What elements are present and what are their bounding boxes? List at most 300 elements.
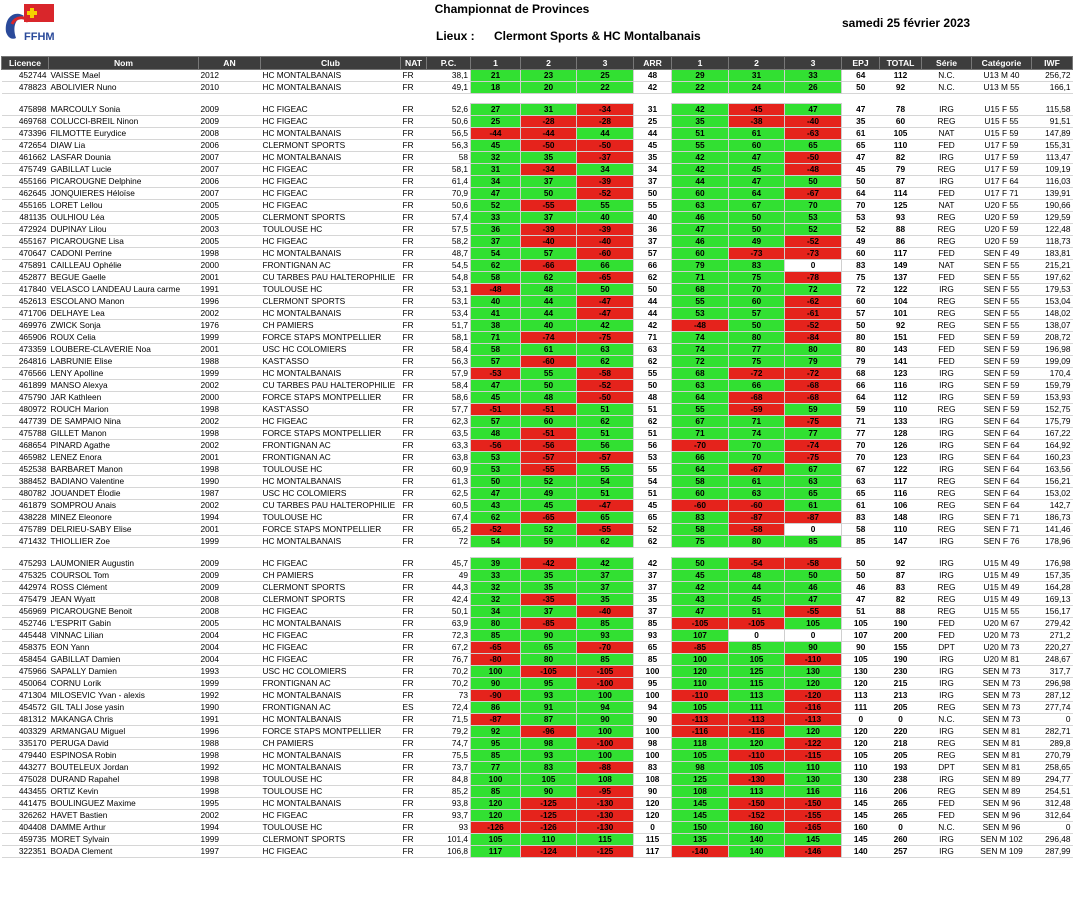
cell-snatch-1: 100 — [471, 666, 521, 678]
cell-series: REG — [922, 500, 972, 512]
cell-licence: 417840 — [2, 284, 49, 296]
table-row — [2, 678, 1073, 690]
cell-snatch-1: -87 — [471, 714, 521, 726]
table-row — [2, 846, 1073, 858]
cell-club: TOULOUSE HC — [261, 774, 401, 786]
cell-year: 1997 — [199, 846, 261, 858]
table-row — [2, 236, 1073, 248]
cell-name: DIAW Lia — [49, 140, 199, 152]
cell-cj-3: -150 — [785, 798, 842, 810]
cell-year: 2004 — [199, 654, 261, 666]
cell-licence: 458375 — [2, 642, 49, 654]
cell-cj-2: -105 — [729, 618, 785, 630]
cell-licence: 475790 — [2, 392, 49, 404]
cell-snatch-2: -125 — [521, 810, 577, 822]
cell-year: 2002 — [199, 810, 261, 822]
cell-snatch-1: 77 — [471, 762, 521, 774]
cell-cj-3: 63 — [785, 476, 842, 488]
cell-name: ARMANGAU Miguel — [49, 726, 199, 738]
cell-licence: 479440 — [2, 750, 49, 762]
cell-iwf: 170,4 — [1032, 368, 1073, 380]
cell-cj-2: -59 — [729, 404, 785, 416]
cell-snatch-3: 55 — [577, 464, 634, 476]
cell-snatch-3: 22 — [577, 82, 634, 94]
cell-nationality: FR — [401, 404, 427, 416]
cell-snatch-best: 34 — [634, 164, 672, 176]
table-row — [2, 762, 1073, 774]
cell-licence: 475966 — [2, 666, 49, 678]
cell-cj-best: 77 — [842, 428, 880, 440]
cell-series: IRG — [922, 380, 972, 392]
cell-cj-3: -113 — [785, 714, 842, 726]
cell-nationality: FR — [401, 500, 427, 512]
cell-snatch-3: -55 — [577, 524, 634, 536]
cell-name: LASFAR Dounia — [49, 152, 199, 164]
cell-licence: 450064 — [2, 678, 49, 690]
cell-name: BOADA Clement — [49, 846, 199, 858]
cell-cj-3: -75 — [785, 452, 842, 464]
cell-name: VELASCO LANDEAU Laura carme — [49, 284, 199, 296]
cell-snatch-2: 61 — [521, 344, 577, 356]
cell-cj-3: -48 — [785, 164, 842, 176]
cell-nationality: FR — [401, 774, 427, 786]
cell-snatch-3: -28 — [577, 116, 634, 128]
cell-cj-3: 130 — [785, 774, 842, 786]
table-row — [2, 128, 1073, 140]
cell-year: 2005 — [199, 212, 261, 224]
cell-snatch-1: 95 — [471, 738, 521, 750]
cell-club: HC MONTALBANAIS — [261, 750, 401, 762]
cell-snatch-2: -34 — [521, 164, 577, 176]
cell-snatch-2: -125 — [521, 798, 577, 810]
cell-iwf: 296,98 — [1032, 678, 1073, 690]
cell-bodyweight: 50,1 — [427, 606, 471, 618]
cell-cj-2: 71 — [729, 416, 785, 428]
cell-series: IRG — [922, 570, 972, 582]
table-row — [2, 404, 1073, 416]
cell-category: U17 F 59 — [972, 152, 1032, 164]
cell-licence: 468654 — [2, 440, 49, 452]
cell-year: 1976 — [199, 320, 261, 332]
table-row — [2, 642, 1073, 654]
cell-series: IRG — [922, 464, 972, 476]
cell-nationality: FR — [401, 248, 427, 260]
cell-bodyweight: 70,9 — [427, 188, 471, 200]
svg-text:FFHM: FFHM — [24, 31, 55, 43]
cell-series: REG — [922, 308, 972, 320]
cell-snatch-3: -47 — [577, 308, 634, 320]
cell-licence: 465982 — [2, 452, 49, 464]
cell-bodyweight: 42,4 — [427, 594, 471, 606]
cell-cj-3: 65 — [785, 488, 842, 500]
cell-licence: 475293 — [2, 558, 49, 570]
cell-nationality: FR — [401, 750, 427, 762]
cell-year: 1988 — [199, 738, 261, 750]
cell-snatch-3: -37 — [577, 152, 634, 164]
cell-snatch-best: 90 — [634, 786, 672, 798]
cell-cj-best: 75 — [842, 272, 880, 284]
cell-licence: 447739 — [2, 416, 49, 428]
cell-snatch-1: 100 — [471, 774, 521, 786]
cell-category: SEN M 81 — [972, 762, 1032, 774]
cell-snatch-2: -55 — [521, 200, 577, 212]
cell-cj-2: 61 — [729, 476, 785, 488]
col-header-year: AN — [199, 57, 261, 70]
cell-total: 88 — [880, 224, 922, 236]
cell-year: 2007 — [199, 152, 261, 164]
cell-series: REG — [922, 488, 972, 500]
cell-category: SEN F 49 — [972, 248, 1032, 260]
cell-cj-3: 50 — [785, 570, 842, 582]
cell-cj-best: 51 — [842, 606, 880, 618]
table-row — [2, 248, 1073, 260]
cell-name: GABILLAT Lucie — [49, 164, 199, 176]
cell-iwf: 153,02 — [1032, 488, 1073, 500]
group-spacer — [2, 94, 1073, 104]
cell-name: LAUMONIER Augustin — [49, 558, 199, 570]
cell-cj-3: 0 — [785, 630, 842, 642]
cell-club: CU TARBES PAU HALTEROPHILIE — [261, 500, 401, 512]
cell-name: GABILLAT Damien — [49, 654, 199, 666]
cell-snatch-1: 18 — [471, 82, 521, 94]
cell-name: MAKANGA Chris — [49, 714, 199, 726]
cell-cj-best: 105 — [842, 618, 880, 630]
cell-snatch-1: 47 — [471, 488, 521, 500]
table-row — [2, 356, 1073, 368]
cell-nationality: FR — [401, 476, 427, 488]
cell-cj-1: 58 — [672, 476, 729, 488]
cell-bodyweight: 85,2 — [427, 786, 471, 798]
cell-iwf: 169,13 — [1032, 594, 1073, 606]
table-row — [2, 690, 1073, 702]
cell-snatch-3: 66 — [577, 260, 634, 272]
cell-category: SEN M 73 — [972, 690, 1032, 702]
cell-name: PICAROUGNE Lisa — [49, 236, 199, 248]
cell-snatch-1: 34 — [471, 606, 521, 618]
cell-snatch-3: -100 — [577, 738, 634, 750]
cell-snatch-1: 33 — [471, 212, 521, 224]
cell-category: SEN F 55 — [972, 260, 1032, 272]
cell-iwf: 0 — [1032, 714, 1073, 726]
cell-snatch-best: 51 — [634, 488, 672, 500]
cell-club: FORCE STAPS MONTPELLIER — [261, 524, 401, 536]
table-row — [2, 164, 1073, 176]
cell-cj-3: 47 — [785, 104, 842, 116]
cell-snatch-1: 120 — [471, 798, 521, 810]
cell-snatch-best: 115 — [634, 834, 672, 846]
cell-year: 1987 — [199, 488, 261, 500]
cell-cj-2: 48 — [729, 570, 785, 582]
cell-snatch-2: -60 — [521, 356, 577, 368]
cell-club: HC FIGEAC — [261, 654, 401, 666]
cell-cj-2: -73 — [729, 248, 785, 260]
cell-club: TOULOUSE HC — [261, 224, 401, 236]
cell-cj-best: 63 — [842, 476, 880, 488]
cell-name: DE SAMPAIO Nina — [49, 416, 199, 428]
cell-snatch-1: 37 — [471, 236, 521, 248]
cell-year: 2000 — [199, 392, 261, 404]
cell-name: JOUANDET Élodie — [49, 488, 199, 500]
cell-snatch-1: 53 — [471, 464, 521, 476]
cell-snatch-2: 98 — [521, 738, 577, 750]
cell-total: 106 — [880, 500, 922, 512]
cell-cj-1: 150 — [672, 822, 729, 834]
cell-nationality: FR — [401, 452, 427, 464]
cell-club: HC MONTALBANAIS — [261, 128, 401, 140]
cell-club: HC MONTALBANAIS — [261, 536, 401, 548]
cell-total: 79 — [880, 164, 922, 176]
cell-iwf: 113,47 — [1032, 152, 1073, 164]
cell-name: ROSS Clément — [49, 582, 199, 594]
cell-cj-3: -72 — [785, 368, 842, 380]
cell-snatch-1: 120 — [471, 810, 521, 822]
cell-year: 1998 — [199, 404, 261, 416]
cell-cj-best: 58 — [842, 524, 880, 536]
cell-total: 88 — [880, 606, 922, 618]
cell-total: 0 — [880, 822, 922, 834]
cell-cj-3: 0 — [785, 260, 842, 272]
cell-total: 147 — [880, 536, 922, 548]
cell-iwf: 115,58 — [1032, 104, 1073, 116]
cell-nationality: FR — [401, 82, 427, 94]
cell-category: SEN F 55 — [972, 272, 1032, 284]
header-row — [2, 57, 1073, 70]
cell-series: DPT — [922, 762, 972, 774]
cell-nationality: FR — [401, 798, 427, 810]
col-header-name: Nom — [49, 57, 199, 70]
cell-licence: 403329 — [2, 726, 49, 738]
cell-club: FRONTIGNAN AC — [261, 702, 401, 714]
cell-cj-2: 50 — [729, 224, 785, 236]
cell-name: JEAN Wyatt — [49, 594, 199, 606]
cell-snatch-best: 85 — [634, 618, 672, 630]
cell-club: HC FIGEAC — [261, 104, 401, 116]
cell-licence: 471304 — [2, 690, 49, 702]
cell-cj-2: 160 — [729, 822, 785, 834]
cell-cj-3: 0 — [785, 524, 842, 536]
cell-cj-best: 120 — [842, 726, 880, 738]
cell-nationality: FR — [401, 320, 427, 332]
cell-category: SEN F 71 — [972, 524, 1032, 536]
cell-cj-1: 120 — [672, 666, 729, 678]
cell-cj-2: -110 — [729, 750, 785, 762]
cell-club: HC FIGEAC — [261, 810, 401, 822]
table-row — [2, 822, 1073, 834]
cell-cj-best: 49 — [842, 236, 880, 248]
cell-cj-3: -55 — [785, 606, 842, 618]
cell-snatch-2: -56 — [521, 440, 577, 452]
cell-series: IRG — [922, 678, 972, 690]
cell-snatch-3: 50 — [577, 284, 634, 296]
cell-cj-best: 120 — [842, 738, 880, 750]
cell-snatch-best: 54 — [634, 476, 672, 488]
cell-iwf: 270,79 — [1032, 750, 1073, 762]
table-row — [2, 570, 1073, 582]
cell-bodyweight: 76,7 — [427, 654, 471, 666]
cell-name: COURSOL Tom — [49, 570, 199, 582]
cell-licence: 475479 — [2, 594, 49, 606]
cell-club: CU TARBES PAU HALTEROPHILIE — [261, 272, 401, 284]
cell-total: 265 — [880, 810, 922, 822]
cell-snatch-1: 45 — [471, 392, 521, 404]
cell-year: 2006 — [199, 176, 261, 188]
cell-year: 2002 — [199, 308, 261, 320]
cell-bodyweight: 57,9 — [427, 368, 471, 380]
cell-licence: 322351 — [2, 846, 49, 858]
cell-category: SEN F 59 — [972, 380, 1032, 392]
cell-bodyweight: 38,1 — [427, 70, 471, 82]
cell-category: SEN F 64 — [972, 428, 1032, 440]
cell-snatch-1: -80 — [471, 654, 521, 666]
cell-bodyweight: 56,5 — [427, 128, 471, 140]
cell-snatch-2: 52 — [521, 524, 577, 536]
cell-bodyweight: 93,8 — [427, 798, 471, 810]
cell-category: U20 F 59 — [972, 224, 1032, 236]
cell-snatch-3: 85 — [577, 618, 634, 630]
cell-cj-3: -61 — [785, 308, 842, 320]
cell-series: IRG — [922, 654, 972, 666]
cell-cj-3: 105 — [785, 618, 842, 630]
cell-category: U20 M 73 — [972, 642, 1032, 654]
col-header-club: Club — [261, 57, 401, 70]
cell-snatch-1: 92 — [471, 726, 521, 738]
cell-snatch-1: 41 — [471, 308, 521, 320]
cell-nationality: FR — [401, 488, 427, 500]
cell-snatch-3: 115 — [577, 834, 634, 846]
cell-series: IRG — [922, 176, 972, 188]
cell-category: U15 M 49 — [972, 582, 1032, 594]
cell-cj-1: 105 — [672, 702, 729, 714]
cell-cj-2: 67 — [729, 200, 785, 212]
cell-total: 149 — [880, 260, 922, 272]
cell-total: 110 — [880, 524, 922, 536]
cell-total: 82 — [880, 594, 922, 606]
cell-snatch-3: 100 — [577, 750, 634, 762]
cell-iwf: 91,51 — [1032, 116, 1073, 128]
cell-snatch-best: 120 — [634, 798, 672, 810]
cell-cj-best: 130 — [842, 774, 880, 786]
cell-series: N.C. — [922, 822, 972, 834]
cell-snatch-best: 62 — [634, 536, 672, 548]
cell-iwf: 164,28 — [1032, 582, 1073, 594]
cell-cj-1: 107 — [672, 630, 729, 642]
cell-series: FED — [922, 798, 972, 810]
cell-cj-best: 71 — [842, 416, 880, 428]
cell-series: REG — [922, 236, 972, 248]
cell-cj-3: 70 — [785, 200, 842, 212]
cell-cj-best: 140 — [842, 846, 880, 858]
cell-snatch-best: 37 — [634, 236, 672, 248]
cell-cj-best: 70 — [842, 200, 880, 212]
cell-snatch-best: 36 — [634, 224, 672, 236]
cell-total: 190 — [880, 654, 922, 666]
cell-cj-1: 46 — [672, 212, 729, 224]
cell-cj-2: 70 — [729, 452, 785, 464]
cell-category: SEN F 59 — [972, 344, 1032, 356]
cell-licence: 475898 — [2, 104, 49, 116]
cell-category: U17 F 71 — [972, 188, 1032, 200]
cell-snatch-3: -52 — [577, 188, 634, 200]
cell-club: TOULOUSE HC — [261, 284, 401, 296]
cell-cj-2: 105 — [729, 654, 785, 666]
cell-club: CLERMONT SPORTS — [261, 582, 401, 594]
cell-series: IRG — [922, 416, 972, 428]
cell-snatch-best: 0 — [634, 822, 672, 834]
table-row — [2, 212, 1073, 224]
cell-nationality: FR — [401, 344, 427, 356]
table-row — [2, 416, 1073, 428]
cell-snatch-2: 50 — [521, 188, 577, 200]
cell-name: VINNAC Lilian — [49, 630, 199, 642]
cell-category: SEN M 109 — [972, 846, 1032, 858]
cell-iwf: 220,27 — [1032, 642, 1073, 654]
cell-snatch-best: 120 — [634, 810, 672, 822]
cell-club: TOULOUSE HC — [261, 512, 401, 524]
cell-cj-2: -68 — [729, 392, 785, 404]
cell-category: SEN F 55 — [972, 284, 1032, 296]
cell-category: SEN F 59 — [972, 392, 1032, 404]
event-date: samedi 25 février 2023 — [842, 16, 971, 30]
cell-snatch-1: 85 — [471, 786, 521, 798]
cell-cj-3: -68 — [785, 380, 842, 392]
cell-category: U15 F 55 — [972, 116, 1032, 128]
cell-bodyweight: 54,8 — [427, 272, 471, 284]
cell-snatch-1: 57 — [471, 416, 521, 428]
cell-snatch-2: -51 — [521, 428, 577, 440]
cell-category: SEN F 59 — [972, 332, 1032, 344]
table-row — [2, 176, 1073, 188]
cell-cj-best: 52 — [842, 224, 880, 236]
cell-nationality: FR — [401, 570, 427, 582]
table-row — [2, 284, 1073, 296]
cell-licence: 441475 — [2, 798, 49, 810]
cell-name: VAISSE Mael — [49, 70, 199, 82]
cell-snatch-1: 90 — [471, 678, 521, 690]
cell-name: BOULINGUEZ Maxime — [49, 798, 199, 810]
cell-iwf: 176,98 — [1032, 558, 1073, 570]
cell-licence: 480972 — [2, 404, 49, 416]
cell-snatch-best: 62 — [634, 356, 672, 368]
cell-name: THIOLLIER Zoe — [49, 536, 199, 548]
cell-bodyweight: 56,3 — [427, 356, 471, 368]
page-title: Championnat de Provinces — [434, 2, 590, 16]
cell-bodyweight: 106,8 — [427, 846, 471, 858]
cell-snatch-3: 42 — [577, 320, 634, 332]
cell-club: HC MONTALBANAIS — [261, 70, 401, 82]
table-row — [2, 750, 1073, 762]
cell-snatch-best: 65 — [634, 512, 672, 524]
cell-bodyweight: 93,7 — [427, 810, 471, 822]
cell-name: BEGUE Gaelle — [49, 272, 199, 284]
table-row — [2, 726, 1073, 738]
cell-snatch-3: -100 — [577, 678, 634, 690]
cell-cj-1: 105 — [672, 750, 729, 762]
cell-snatch-2: 48 — [521, 284, 577, 296]
cell-cj-2: -45 — [729, 104, 785, 116]
cell-series: DPT — [922, 642, 972, 654]
cell-nationality: FR — [401, 188, 427, 200]
cell-cj-2: 140 — [729, 846, 785, 858]
cell-cj-best: 50 — [842, 176, 880, 188]
table-row — [2, 140, 1073, 152]
cell-club: USC HC COLOMIERS — [261, 666, 401, 678]
cell-name: ORTIZ Kevin — [49, 786, 199, 798]
cell-snatch-best: 50 — [634, 284, 672, 296]
cell-snatch-best: 53 — [634, 452, 672, 464]
cell-name: PINARD Agathe — [49, 440, 199, 452]
cell-category: SEN F 64 — [972, 452, 1032, 464]
cell-bodyweight: 65,2 — [427, 524, 471, 536]
